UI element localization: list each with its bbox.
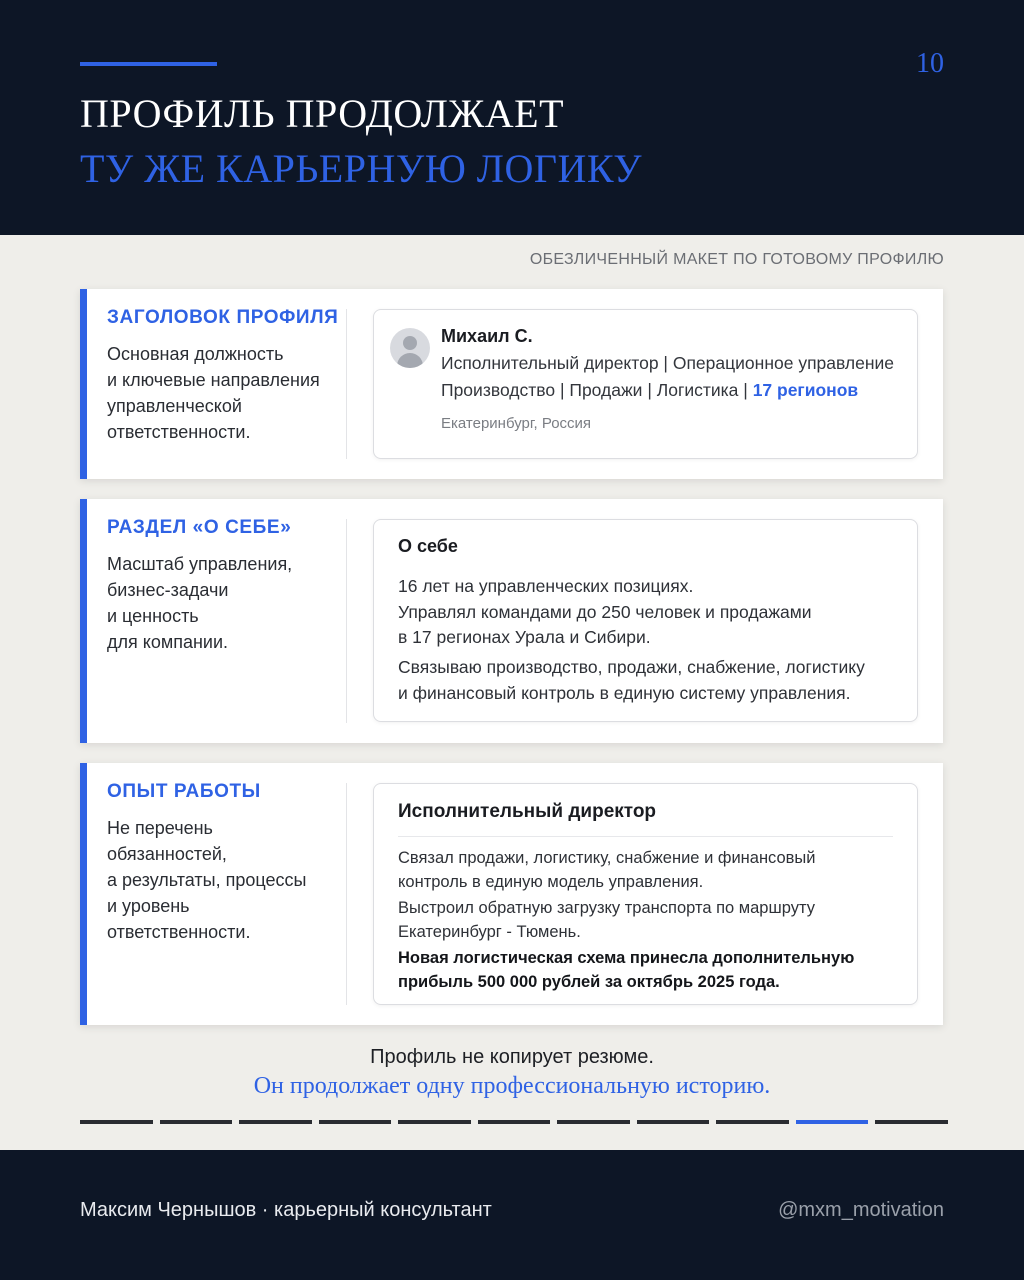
about-title: О себе	[398, 536, 458, 556]
caption: ОБЕЗЛИЧЕННЫЙ МАКЕТ ПО ГОТОВОМУ ПРОФИЛЮ	[529, 251, 944, 268]
card-label-block	[107, 517, 347, 655]
avatar-icon	[390, 328, 430, 368]
progress-segment	[319, 1120, 392, 1124]
progress-segment-active	[796, 1120, 869, 1124]
conclusion-line2: Он продолжает одну профессиональную историю.	[253, 1073, 771, 1099]
divider	[346, 309, 347, 459]
experience-preview	[373, 783, 918, 1005]
card-label-block	[107, 781, 347, 945]
card-profile-header	[80, 289, 943, 479]
profile-preview	[373, 309, 918, 459]
experience-item-2: Выстроил обратную загрузку транспорта по маршруту Екатеринбург - Тюмень.	[398, 899, 815, 941]
separator	[398, 836, 893, 837]
card-description: Не перечень обязанностей, а результаты, процессы и уровень ответственности.	[107, 818, 307, 942]
progress-segment	[160, 1120, 233, 1124]
page-title-line1: ПРОФИЛЬ ПРОДОЛЖАЕТ	[80, 91, 564, 136]
card-experience	[80, 763, 943, 1025]
profile-name: Михаил С.	[441, 326, 533, 346]
card-about	[80, 499, 943, 743]
card-title: ЗАГОЛОВОК ПРОФИЛЯ	[107, 307, 339, 328]
divider	[346, 783, 347, 1005]
card-title: РАЗДЕЛ «О СЕБЕ»	[107, 517, 292, 538]
header	[0, 0, 1024, 235]
progress-segment	[637, 1120, 710, 1124]
progress-indicator	[80, 1120, 948, 1124]
page-title-line2: ТУ ЖЕ КАРЬЕРНУЮ ЛОГИКУ	[80, 146, 643, 191]
experience-item-1: Связал продажи, логистику, снабжение и финансовый контроль в единую модель управления.	[398, 849, 816, 891]
experience-item-3: Новая логистическая схема принесла дополнительную прибыль 500 000 рублей за октябрь 2025 года.	[398, 949, 855, 991]
progress-segment	[478, 1120, 551, 1124]
card-description: Основная должность и ключевые направления управленческой ответственности.	[107, 344, 320, 442]
footer	[0, 1150, 1024, 1280]
progress-segment	[239, 1120, 312, 1124]
divider	[346, 519, 347, 723]
page-number: 10	[916, 48, 944, 79]
progress-segment	[398, 1120, 471, 1124]
progress-segment	[716, 1120, 789, 1124]
card-label-block	[107, 307, 347, 445]
conclusion-line1: Профиль не копирует резюме.	[370, 1046, 654, 1068]
about-paragraph-1: 16 лет на управленческих позициях. Управлял командами до 250 человек и продажами в 17 регионах Урала и Сибири.	[398, 576, 812, 647]
about-paragraph-2: Связываю производство, продажи, снабжение, логистику и финансовый контроль в единую систему управления.	[398, 657, 865, 703]
progress-segment	[875, 1120, 948, 1124]
progress-segment	[80, 1120, 153, 1124]
regions-highlight: 17 регионов	[752, 380, 859, 400]
job-title: Исполнительный директор	[398, 801, 657, 822]
card-description: Масштаб управления, бизнес-задачи и ценность для компании.	[107, 554, 293, 652]
social-handle: @mxm_motivation	[778, 1199, 944, 1221]
profile-headline-line2	[441, 380, 858, 401]
card-title: ОПЫТ РАБОТЫ	[107, 781, 261, 802]
profile-headline-line1: Исполнительный директор | Операционное управление	[441, 353, 895, 373]
progress-segment	[557, 1120, 630, 1124]
accent-line	[80, 62, 217, 66]
about-preview	[373, 519, 918, 722]
profile-headline-text: Производство | Продажи | Логистика |	[441, 380, 753, 400]
profile-location: Екатеринбург, Россия	[441, 415, 592, 432]
author-credit: Максим Чернышов · карьерный консультант	[80, 1199, 492, 1221]
